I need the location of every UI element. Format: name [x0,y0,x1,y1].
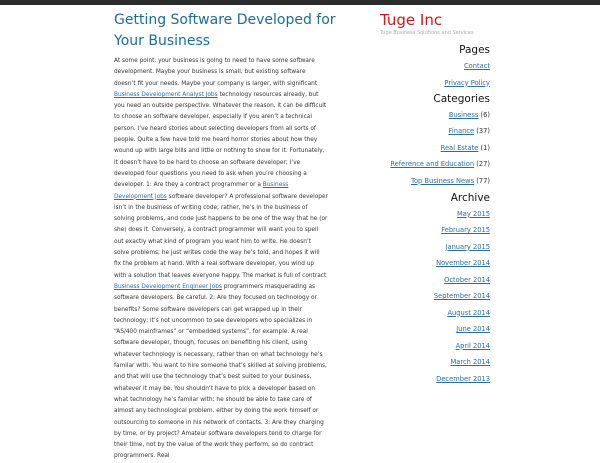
category-link[interactable]: Reference and Education [390,160,475,168]
category-item [380,159,490,169]
category-link[interactable]: Business [448,110,479,119]
post-title[interactable]: Getting Software Developed for Your Business [114,12,336,49]
archive-item [380,291,490,301]
archive-item [380,275,490,285]
categories-list [380,110,490,186]
category-item [380,126,490,136]
archive-link[interactable]: October 2014 [444,275,490,284]
archive-link[interactable]: May 2015 [457,209,490,218]
archive-link[interactable]: January 2015 [445,242,490,251]
page-item [380,78,490,88]
archive-item [380,258,490,268]
archive-list [380,209,490,384]
body-text-segment: technology resources already, but you need an outside perspective. Whatever the reason, it can be difficult to choose an software developer, especially if you aren’t a technical person. I’ve heard stories about selecting developers from all sorts of people. Quite a few have told me heard horror stories about how they wound up with large bills and little or nothing to show for it. Fortunately, it doesn’t have to be hard to choose an software developer; I’ve developed four questions you need to ask when you’re choosing a developer. 1: Are they a contract programmer or a [114,91,327,189]
body-text-segment: software developer? A professional software developer isn’t in the business of writing code; rather, he’s in the business of solving problems, and code just happens to be one of the way that he (or she) does it. Conversely, a contract programmer will want you to spell out exactly what kind of program you want him to write. He doesn’t solve problems; he just writes code the way he’s told, and hopes it will fix the problem at hand. With a real software developer, you wind up with a solution that leaves everyone happy. The market is full of contract [114,193,328,279]
category-item [380,176,490,186]
category-item [380,143,490,153]
page-item [380,61,490,71]
inline-link[interactable]: Business Development Analyst Jobs [114,91,218,98]
archive-link[interactable]: April 2014 [455,341,490,350]
site-title[interactable]: Tuge Inc [380,11,443,29]
archive-item [380,374,490,384]
archive-link[interactable]: December 2013 [436,374,490,383]
archive-heading: Archive [450,191,490,204]
archive-item [380,209,490,219]
archive-link[interactable]: August 2014 [447,308,490,317]
archive-item [380,308,490,318]
archive-item [380,324,490,334]
category-link[interactable]: Real Estate [440,143,479,152]
category-link[interactable]: Top Business News [411,176,475,185]
top-bar [0,0,600,5]
category-count: (77) [476,176,490,185]
body-text-segment: programmers masquerading as software developers. Be careful. 2: Are they focused on technology or benefits? Some software developers can get wrapped up in their technology; it’s not uncommon to see developers who specializes in “AS/400 mainframes” or “embedded systems”, for example. A real software developer, though, focuses on benefiting his client, using whatever technology is necessary, rather than on what technology he’s familar with. You want to hire someone that’s skilled at solving problems, and that will use the technology that’s best suited to your business, whatever it may be. You shouldn’t have to pick a developer based on what technology he’s familar with; he should be able to take care of almost any technological problem, either by doing the work himself or outsourcing to someone in his network of contacts. 3: Are they charging by time, or by project? Amateur software developers tend to charge for their time, not by the value of the work they perform; so do contract programmers. Real [114,283,327,460]
category-count: (1) [480,143,490,152]
archive-link[interactable]: June 2014 [456,325,490,333]
category-count: (6) [480,110,490,119]
archive-link[interactable]: November 2014 [436,259,490,267]
archive-link[interactable]: February 2015 [441,226,490,234]
site-tagline: Tuge Business Solutions and Services [380,30,474,36]
category-link[interactable]: Finance [448,127,475,135]
archive-item [380,242,490,252]
categories-heading: Categories [433,92,490,105]
page-link[interactable]: Contact [463,62,490,70]
inline-link[interactable]: Business Development Engineer Jobs [114,283,222,290]
category-count: (27) [476,160,490,168]
category-count: (37) [476,127,490,135]
archive-item [380,225,490,235]
body-text-segment: At some point, your business is going to need to have some software development. Maybe your business is small, but existing software doesn’t fit your needs. Maybe your company is larger, with significant [114,58,318,87]
category-item [380,110,490,120]
pages-list [380,61,490,88]
archive-link[interactable]: March 2014 [450,358,490,366]
archive-item [380,341,490,351]
post-body [114,56,328,463]
post [114,10,364,463]
pages-heading: Pages [459,44,490,56]
sidebar-widgets [380,43,490,384]
sidebar [380,10,590,383]
page-link[interactable]: Privacy Policy [444,78,490,87]
archive-item [380,357,490,367]
inline-link[interactable]: Business Development Jobs [114,182,289,200]
archive-link[interactable]: September 2014 [433,292,490,300]
